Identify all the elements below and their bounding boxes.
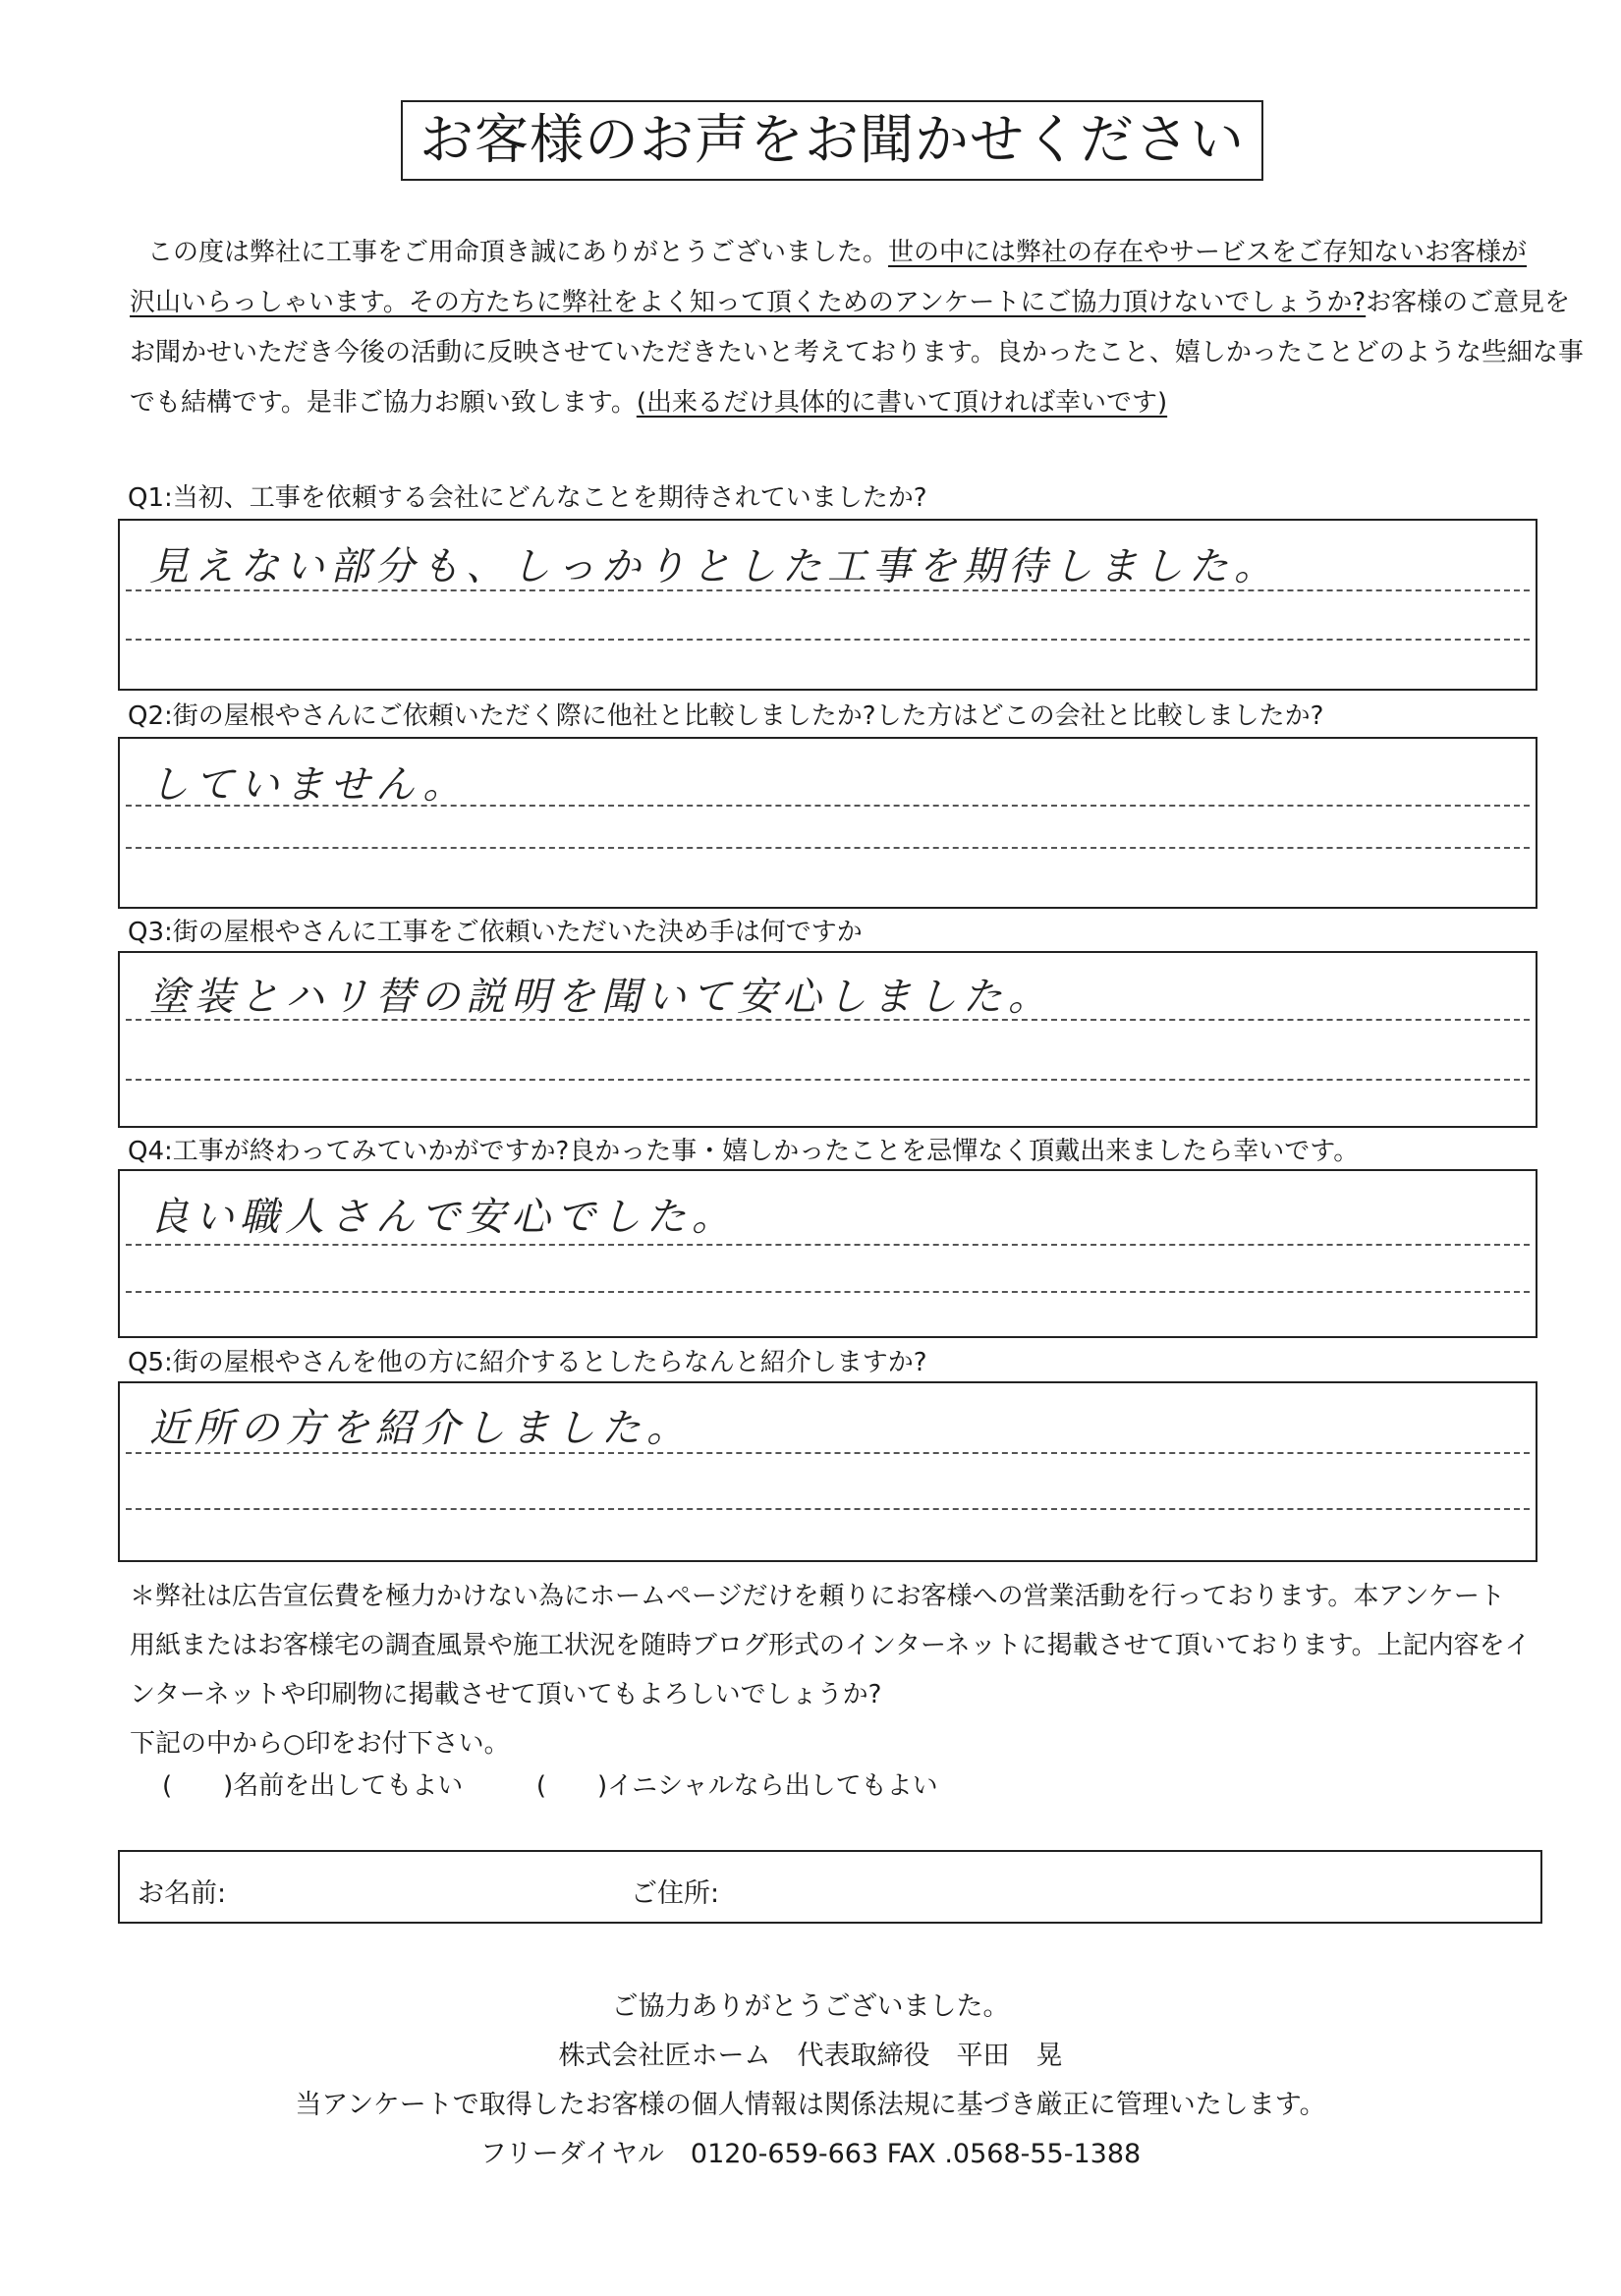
question-5-answer: 近所の方を紹介しました。 [149,1406,692,1451]
consent-options [162,1768,938,1804]
footer-contact: フリーダイヤル 0120-659-663 FAX .0568-55-1388 [479,2139,1142,2169]
intro-line4-underlined: (出来るだけ具体的に書いて頂ければ幸いです) [636,388,1168,418]
answer-line [126,1291,1530,1293]
intro-line3: お聞かせいただき今後の活動に反映させていただきたいと考えております。良かったこと、嬉しかったことどのような些細な事 [130,338,1584,367]
question-3-label: Q3:街の屋根やさんに工事をご依頼いただいた決め手は何ですか [128,918,863,947]
question-3-answer-box[interactable] [118,951,1537,1128]
question-5-answer-box[interactable] [118,1381,1537,1562]
question-2-label: Q2:街の屋根やさんにご依頼いただく際に他社と比較しましたか?した方はどこの会社と比較しましたか? [128,701,1324,731]
name-field-label: お名前: [138,1878,227,1909]
answer-line [126,1508,1530,1510]
question-4-answer: 良い職人さんで安心でした。 [149,1195,737,1240]
footer-company: 株式会社匠ホーム 代表取締役 平田 晃 [558,2041,1063,2071]
question-5-label: Q5:街の屋根やさんを他の方に紹介するとしたらなんと紹介しますか? [128,1348,927,1377]
answer-line [126,1244,1530,1246]
question-4-label: Q4:工事が終わってみていかがですか?良かった事・嬉しかったことを忌憚なく頂戴出来ましたら幸いです。 [128,1137,1360,1166]
question-3-answer: 塗装とハリ替の説明を聞いて安心しました。 [149,975,1053,1020]
option-initials-label: イニシャルなら出してもよい [607,1771,938,1801]
consent-line3: ンターネットや印刷物に掲載させて頂いてもよろしいでしょうか? [130,1680,882,1709]
question-2-answer: していません。 [149,762,469,808]
option-name-label: 名前を出してもよい [233,1771,464,1801]
answer-line [126,847,1530,849]
question-1-answer-box[interactable] [118,519,1537,691]
option-name-checkbox[interactable]: ( ) [162,1771,234,1801]
footer [0,1983,1621,2179]
intro-line1-underlined: 世の中には弊社の存在やサービスをご存知ないお客様が [888,238,1528,267]
footer-privacy: 当アンケートで取得したお客様の個人情報は関係法規に基づき厳正に管理いたします。 [295,2090,1326,2120]
consent-line2: 用紙またはお客様宅の調査風景や施工状況を随時ブログ形式のインターネットに掲載させて頂いております。上記内容をイ [130,1631,1531,1660]
consent-line4: 下記の中から○印をお付下さい。 [130,1729,510,1759]
address-field-label: ご住所: [631,1878,720,1909]
page-title: お客様のお声をお聞かせください [401,100,1263,181]
question-1-answer: 見えない部分も、しっかりとした工事を期待しました。 [149,544,1279,589]
answer-line [126,1079,1530,1081]
consent-line1: ＊弊社は広告宣伝費を極力かけない為にホームページだけを頼りにお客様への営業活動を行っております。本アンケート [130,1582,1505,1611]
question-4-answer-box[interactable] [118,1169,1537,1338]
intro-text [130,228,1584,428]
footer-thanks: ご協力ありがとうございました。 [611,1991,1010,2022]
question-1-label: Q1:当初、工事を依頼する会社にどんなことを期待されていましたか? [128,483,927,513]
answer-line [126,639,1530,641]
consent-text [130,1572,1554,1768]
intro-line2-plain: お客様のご意見を [1366,288,1571,317]
intro-line2-underlined: 沢山いらっしゃいます。その方たちに弊社をよく知って頂くためのアンケートにご協力頂けないでしょうか? [130,288,1367,317]
intro-line1-plain: この度は弊社に工事をご用命頂き誠にありがとうございました。 [147,238,889,267]
intro-line4-plain: でも結構です。是非ご協力お願い致します。 [130,388,637,418]
contact-form-box [118,1850,1542,1924]
option-initials-checkbox[interactable]: ( ) [535,1771,608,1801]
question-2-answer-box[interactable] [118,737,1537,909]
